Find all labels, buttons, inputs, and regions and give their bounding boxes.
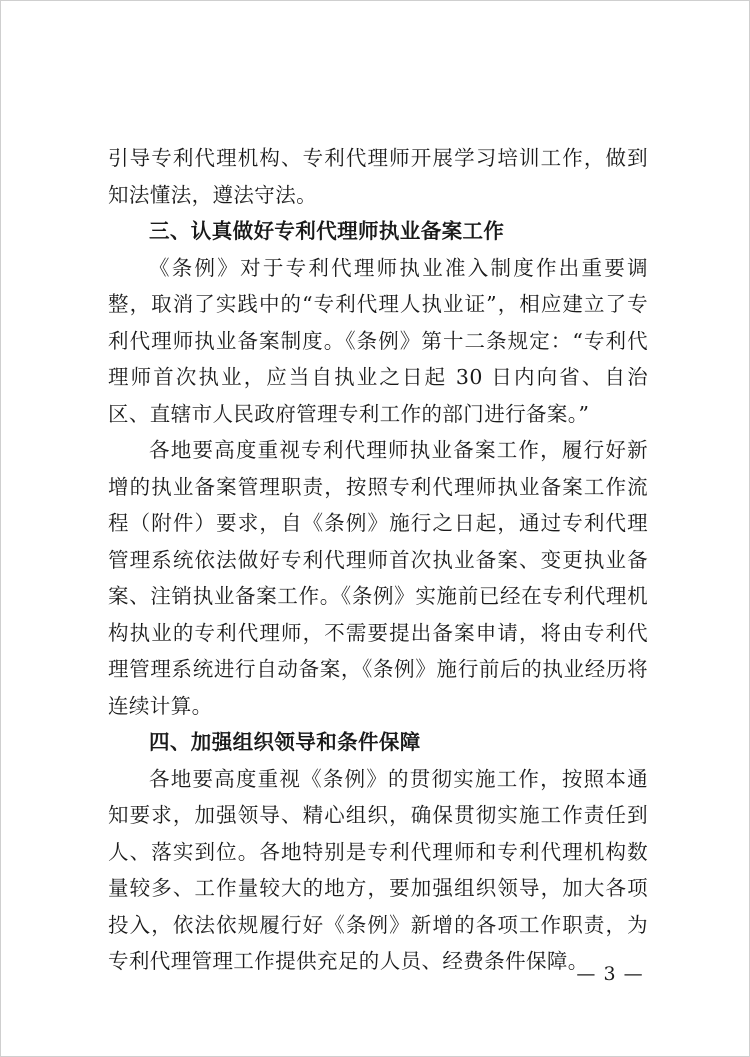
document-body — [108, 140, 648, 980]
page-number: — 3 — — [576, 963, 644, 985]
paragraph-leadership: 各地要高度重视《条例》的贯彻实施工作，按照本通知要求，加强领导、精心组织，确保贯彻实施工作责任到人、落实到位。各地特别是专利代理师和专利代理机构数量较多、工作量较大的地方，要加强组织领导，加大各项投入，依法依规履行好《条例》新增的各项工作职责，为专利代理管理工作提供充足的人员、经费条件保障。 — [108, 766, 648, 973]
paragraph-training: 引导专利代理机构、专利代理师开展学习培训工作，做到知法懂法，遵法守法。 — [108, 146, 648, 207]
paragraph-regulation-change: 《条例》对于专利代理师执业准入制度作出重要调整，取消了实践中的“专利代理人执业证”，相应建立了专利代理师执业备案制度。《条例》第十二条规定：“专利代理师首次执业，应当自执业之日起 30 日内向省、自治区、直辖市人民政府管理专利工作的部门进行备案。” — [108, 255, 648, 426]
paragraph-filing-work: 各地要高度重视专利代理师执业备案工作，履行好新增的执业备案管理职责，按照专利代理师执业备案工作流程（附件）要求，自《条例》施行之日起，通过专利代理管理系统依法做好专利代理师首次执业备案、变更执业备案、注销执业备案工作。《条例》实施前已经在专利代理机构执业的专利代理师，不需要提出备案申请，将由专利代理管理系统进行自动备案，《条例》施行前后的执业经历将连续计算。 — [108, 438, 648, 718]
section-heading-4: 四、加强组织领导和条件保障 — [149, 730, 421, 754]
section-heading-3: 三、认真做好专利代理师执业备案工作 — [149, 219, 505, 243]
